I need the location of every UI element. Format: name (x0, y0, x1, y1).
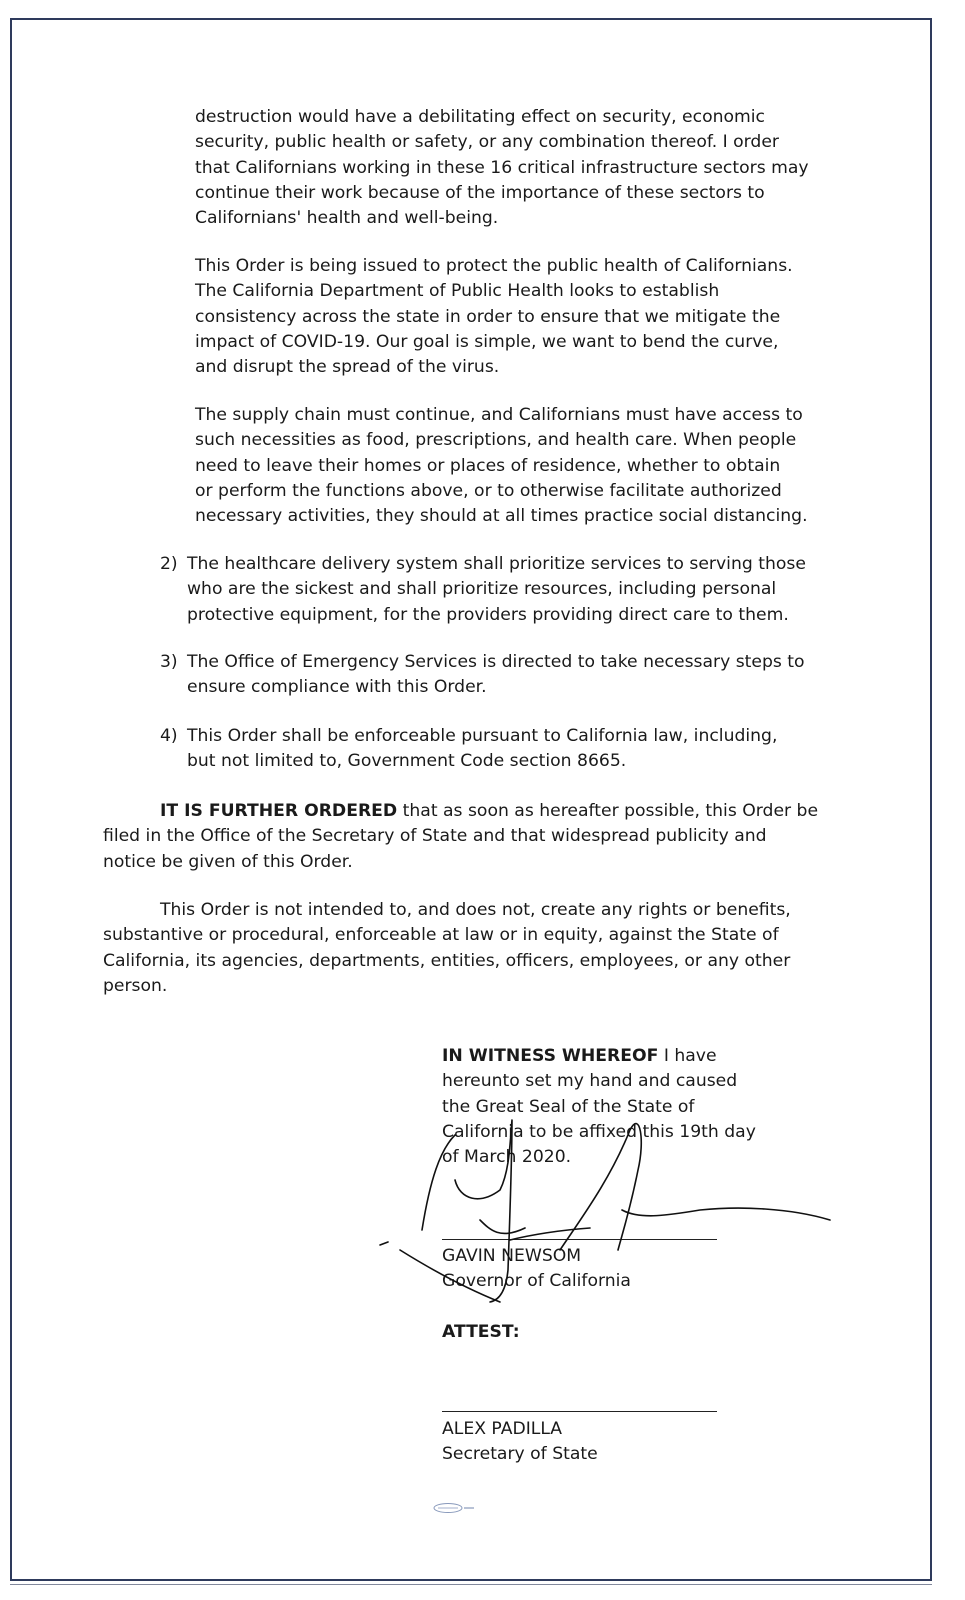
paragraph-supply-chain (195, 403, 855, 529)
text-line: The healthcare delivery system shall prioritize services to serving those (187, 554, 806, 574)
item-healthcare (187, 552, 847, 628)
text-line: filed in the Office of the Secretary of State and that widespread publicity and (103, 826, 767, 847)
text-span: that as soon as hereafter possible, this Order be (397, 801, 819, 821)
text-line: This Order shall be enforceable pursuant to California law, including, (187, 726, 778, 746)
text-line: The California Department of Public Health looks to establish (195, 281, 720, 302)
item-number: 3) (160, 652, 178, 672)
attest-block (442, 1417, 598, 1468)
text-line: This Order is being issued to protect the public health of Californians. (195, 256, 793, 276)
secretary-title: Secretary of State (442, 1444, 598, 1465)
attest-label: ATTEST: (442, 1322, 520, 1342)
text-line: person. (103, 975, 168, 996)
attest-signature-line (442, 1411, 717, 1412)
text-line: that Californians working in these 16 critical infrastructure sectors may (195, 157, 809, 178)
text-line: necessary activities, they should at all times practice social distancing. (195, 506, 808, 527)
text-line: of March 2020. (442, 1147, 572, 1168)
text-line: but not limited to, Government Code section 8665. (187, 751, 627, 772)
paragraph-infrastructure (195, 105, 855, 231)
text-line: hereunto set my hand and caused (442, 1071, 738, 1092)
item-enforceable (187, 724, 847, 775)
text-line: California, its agencies, departments, entities, officers, employees, or any other (103, 950, 791, 971)
text-line: ensure compliance with this Order. (187, 677, 487, 698)
text-line (103, 898, 833, 923)
witness-heading: IN WITNESS WHEREOF (442, 1046, 659, 1066)
governor-name: GAVIN NEWSOM (442, 1246, 582, 1266)
secretary-name: ALEX PADILLA (442, 1419, 563, 1439)
text-line: destruction would have a debilitating effect on security, economic (195, 107, 765, 127)
text-line: substantive or procedural, enforceable at law or in equity, against the State of (103, 925, 779, 946)
text-line: such necessities as food, prescriptions, and health care. When people (195, 430, 797, 451)
text-line: The supply chain must continue, and Californians must have access to (195, 405, 803, 425)
text-line: notice be given of this Order. (103, 851, 353, 872)
text-line: consistency across the state in order to ensure that we mitigate the (195, 306, 781, 327)
text-line: continue their work because of the importance of these sectors to (195, 182, 765, 203)
text-line (103, 799, 833, 824)
text-line: The Office of Emergency Services is directed to take necessary steps to (187, 652, 805, 672)
text-line: who are the sickest and shall prioritize resources, including personal (187, 579, 777, 600)
text-line: the Great Seal of the State of (442, 1096, 695, 1117)
text-span: This Order is not intended to, and does not, create any rights or benefits, (160, 900, 791, 920)
governor-title: Governor of California (442, 1271, 631, 1292)
item-emergency-services (187, 650, 847, 701)
handwritten-signature-icon (360, 1080, 860, 1310)
text-line: impact of COVID-19. Our goal is simple, we want to bend the curve, (195, 331, 779, 352)
paragraph-further-ordered (103, 799, 833, 875)
text-line: security, public health or safety, or any combination thereof. I order (195, 132, 779, 153)
text-line (442, 1044, 756, 1069)
text-line: California to be affixed this 19th day (442, 1121, 756, 1142)
item-number: 4) (160, 726, 178, 746)
paragraph-disclaimer (103, 898, 833, 999)
text-span: I have (658, 1046, 717, 1066)
text-line: Californians' health and well-being. (195, 208, 499, 229)
text-line: protective equipment, for the providers providing direct care to them. (187, 604, 789, 625)
text-line: or perform the functions above, or to otherwise facilitate authorized (195, 480, 782, 501)
text-line: need to leave their homes or places of residence, whether to obtain (195, 455, 781, 476)
further-ordered-heading: IT IS FURTHER ORDERED (160, 801, 398, 821)
printer-mark-icon (432, 1502, 476, 1514)
paragraph-public-health (195, 254, 855, 380)
text-line: and disrupt the spread of the virus. (195, 357, 500, 378)
item-number: 2) (160, 554, 178, 574)
